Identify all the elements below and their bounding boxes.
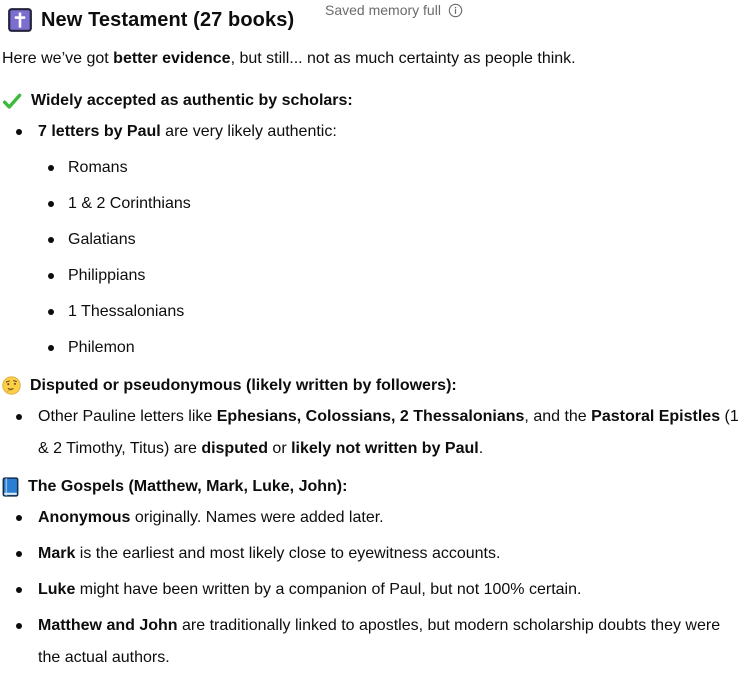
section-heading-authentic <box>2 90 746 111</box>
blue-book-icon <box>2 477 19 497</box>
authentic-list <box>2 116 746 364</box>
list-item: 1 & 2 Corinthians <box>46 188 746 220</box>
text-segment: Other Pauline letters like <box>38 408 217 425</box>
message-title-text: New Testament (27 books) <box>41 9 295 31</box>
text-segment: Matthew and John <box>38 617 178 634</box>
disputed-list <box>2 401 746 465</box>
text-segment: 7 letters by Paul <box>38 123 161 140</box>
section-heading-text <box>30 375 457 396</box>
text-segment: or <box>267 440 292 457</box>
list-item <box>14 538 746 570</box>
list-item: Romans <box>46 152 746 184</box>
text-segment: might have been written by a companion of Paul, but not 100% certain. <box>75 581 582 598</box>
list-item-text <box>38 408 739 457</box>
info-icon[interactable] <box>448 3 463 18</box>
list-item-text <box>38 123 337 140</box>
thinking-face-icon <box>2 376 21 395</box>
text-segment: are very likely authentic: <box>160 123 337 140</box>
text-segment: Luke <box>38 581 76 598</box>
memory-notice[interactable] <box>325 1 463 19</box>
list-item <box>14 401 746 465</box>
text-segment: (1 & 2 Timothy, Titus) are <box>38 408 739 457</box>
text-segment: Anonymous <box>38 509 131 526</box>
list-item: 1 Thessalonians <box>46 296 746 328</box>
section-heading-gospels <box>2 476 746 497</box>
list-item <box>14 574 746 606</box>
section-heading-text <box>28 476 347 497</box>
text-segment: Widely accepted as authentic by scholars: <box>31 92 353 109</box>
text-segment: Disputed or pseudonymous (likely written by followers): <box>30 377 457 394</box>
green-check-icon <box>2 91 22 111</box>
text-segment: Mark <box>38 545 76 562</box>
text-segment: : <box>342 478 348 495</box>
list-item <box>14 502 746 534</box>
list-item-text <box>38 509 384 526</box>
text-segment: Here we’ve got <box>2 50 114 67</box>
text-segment: . <box>478 440 484 457</box>
text-segment: Ephesians, Colossians, 2 Thessalonians <box>216 408 525 425</box>
text-segment: are traditionally linked to apostles, but modern scholarship doubts they were the actual authors. <box>38 617 721 666</box>
text-segment: originally. Names were added later. <box>130 509 384 526</box>
intro-paragraph <box>2 48 746 69</box>
list-item <box>14 116 746 364</box>
list-item: Philippians <box>46 260 746 292</box>
list-item-text <box>38 617 720 666</box>
gospels-list <box>2 502 746 674</box>
list-item-text <box>38 545 500 562</box>
chat-message <box>0 8 752 674</box>
text-segment: is the earliest and most likely close to eyewitness accounts. <box>75 545 501 562</box>
list-item: Philemon <box>46 332 746 364</box>
list-item-text <box>38 581 581 598</box>
text-segment: , but still... not as much certainty as people think. <box>230 50 576 67</box>
text-segment: , and the <box>524 408 592 425</box>
list-item: Galatians <box>46 224 746 256</box>
text-segment: likely not written by Paul <box>291 440 479 457</box>
text-segment: disputed <box>201 440 268 457</box>
list-item <box>14 610 746 674</box>
text-segment: better evidence <box>113 50 231 67</box>
paul-letters-list <box>38 152 746 364</box>
section-heading-disputed <box>2 375 746 396</box>
latin-cross-icon <box>8 8 32 32</box>
text-segment: Pastoral Epistles <box>591 408 721 425</box>
section-heading-text <box>31 90 353 111</box>
text-segment: The Gospels (Matthew, Mark, Luke, John) <box>28 478 343 495</box>
memory-notice-label: Saved memory full <box>325 2 441 18</box>
